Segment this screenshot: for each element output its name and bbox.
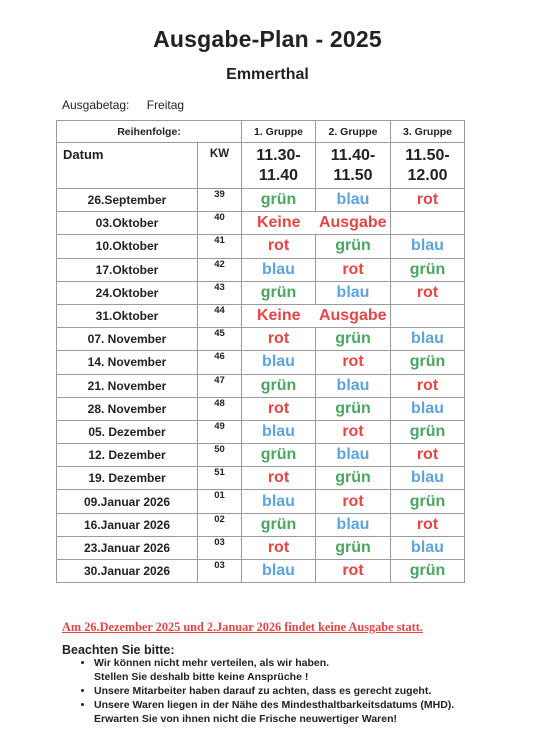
group-2-cell: rot bbox=[316, 351, 391, 374]
date-cell: 31.Oktober bbox=[57, 304, 198, 327]
kw-cell: 48 bbox=[198, 397, 242, 420]
kw-cell: 44 bbox=[198, 304, 242, 327]
table-row bbox=[57, 258, 465, 281]
time-slot-2 bbox=[316, 143, 391, 189]
table-row bbox=[57, 420, 465, 443]
date-cell: 12. Dezember bbox=[57, 444, 198, 467]
group-3-cell: rot bbox=[391, 189, 465, 212]
table-row bbox=[57, 536, 465, 559]
group-3-cell: grün bbox=[391, 560, 465, 583]
date-cell: 17.Oktober bbox=[57, 258, 198, 281]
group-3-header: 3. Gruppe bbox=[391, 121, 465, 143]
group-2-cell: grün bbox=[316, 467, 391, 490]
beachten-list bbox=[62, 656, 534, 726]
page-subtitle: Emmerthal bbox=[226, 66, 309, 83]
time-slot-1 bbox=[242, 143, 316, 189]
kw-cell: 46 bbox=[198, 351, 242, 374]
group-1-cell: rot bbox=[242, 536, 316, 559]
group-2-cell: rot bbox=[316, 490, 391, 513]
table-row bbox=[57, 328, 465, 351]
group-3-cell: blau bbox=[391, 536, 465, 559]
beachten-item-line: Stellen Sie deshalb bitte keine Ansprüche ! bbox=[94, 671, 309, 683]
kw-cell: 03 bbox=[198, 560, 242, 583]
table-row bbox=[57, 490, 465, 513]
group-2-cell: blau bbox=[316, 374, 391, 397]
group-2-cell: grün bbox=[316, 235, 391, 258]
beachten-item-line: Unsere Mitarbeiter haben darauf zu achten, dass es gerecht zugeht. bbox=[94, 685, 432, 697]
group-1-cell: rot bbox=[242, 235, 316, 258]
date-cell: 10.Oktober bbox=[57, 235, 198, 258]
group-3-cell: rot bbox=[391, 444, 465, 467]
kw-cell: 03 bbox=[198, 536, 242, 559]
holiday-notice: Am 26.Dezember 2025 und 2.Januar 2026 findet keine Ausgabe statt. bbox=[62, 620, 423, 634]
group-1-cell: grün bbox=[242, 189, 316, 212]
group-3-cell: rot bbox=[391, 374, 465, 397]
date-cell: 28. November bbox=[57, 397, 198, 420]
time-slot-3-end: 12.00 bbox=[407, 166, 448, 184]
kw-cell: 47 bbox=[198, 374, 242, 397]
group-1-cell: grün bbox=[242, 444, 316, 467]
ausgabetag-line bbox=[62, 98, 184, 112]
kw-cell: 02 bbox=[198, 513, 242, 536]
table-row bbox=[57, 444, 465, 467]
group-2-cell: rot bbox=[316, 420, 391, 443]
kw-cell: 41 bbox=[198, 235, 242, 258]
time-slot-2-start: 11.40- bbox=[330, 146, 376, 164]
group-2-cell: rot bbox=[316, 258, 391, 281]
beachten-item-line: Unsere Waren liegen in der Nähe des Mindesthaltbarkeitsdatums (MHD). bbox=[94, 699, 455, 711]
table-row bbox=[57, 513, 465, 536]
group-1-cell: rot bbox=[242, 467, 316, 490]
group-1-cell: grün bbox=[242, 374, 316, 397]
group-1-cell: blau bbox=[242, 351, 316, 374]
group-2-cell: Ausgabe bbox=[316, 212, 391, 235]
group-3-cell: grün bbox=[391, 258, 465, 281]
date-cell: 05. Dezember bbox=[57, 420, 198, 443]
time-slot-3-start: 11.50- bbox=[405, 146, 450, 164]
beachten-item-line: Wir können nicht mehr verteilen, als wir haben. bbox=[94, 657, 330, 669]
date-cell: 30.Januar 2026 bbox=[57, 560, 198, 583]
datum-header: Datum bbox=[57, 143, 198, 189]
group-3-cell: blau bbox=[391, 467, 465, 490]
date-cell: 23.Januar 2026 bbox=[57, 536, 198, 559]
group-2-cell: blau bbox=[316, 281, 391, 304]
group-1-cell: blau bbox=[242, 560, 316, 583]
table-row bbox=[57, 351, 465, 374]
beachten-item bbox=[94, 656, 534, 684]
table-row bbox=[57, 212, 465, 235]
table-row bbox=[57, 467, 465, 490]
kw-cell: 39 bbox=[198, 189, 242, 212]
schedule-table bbox=[56, 120, 465, 583]
kw-cell: 01 bbox=[198, 490, 242, 513]
beachten-item bbox=[94, 684, 534, 698]
kw-cell: 43 bbox=[198, 281, 242, 304]
date-cell: 09.Januar 2026 bbox=[57, 490, 198, 513]
group-1-cell: blau bbox=[242, 420, 316, 443]
table-row bbox=[57, 304, 465, 327]
time-slot-1-end: 11.40 bbox=[258, 166, 299, 184]
group-3-cell: grün bbox=[391, 420, 465, 443]
table-row bbox=[57, 189, 465, 212]
group-3-cell: rot bbox=[391, 513, 465, 536]
group-1-cell: Keine bbox=[242, 212, 316, 235]
group-2-cell: rot bbox=[316, 560, 391, 583]
kw-cell: 42 bbox=[198, 258, 242, 281]
group-2-cell: grün bbox=[316, 397, 391, 420]
group-1-cell: grün bbox=[242, 513, 316, 536]
group-1-cell: rot bbox=[242, 397, 316, 420]
group-2-cell: blau bbox=[316, 513, 391, 536]
ausgabetag-label: Ausgabetag: bbox=[62, 98, 130, 112]
date-cell: 24.Oktober bbox=[57, 281, 198, 304]
kw-cell: 50 bbox=[198, 444, 242, 467]
group-2-header: 2. Gruppe bbox=[316, 121, 391, 143]
group-header-row bbox=[57, 121, 465, 143]
table-row bbox=[57, 397, 465, 420]
group-2-cell: grün bbox=[316, 536, 391, 559]
table-row bbox=[57, 235, 465, 258]
date-cell: 19. Dezember bbox=[57, 467, 198, 490]
group-1-cell: Keine bbox=[242, 304, 316, 327]
group-3-cell: blau bbox=[391, 397, 465, 420]
date-cell: 21. November bbox=[57, 374, 198, 397]
kw-cell: 49 bbox=[198, 420, 242, 443]
kw-header: KW bbox=[198, 143, 242, 189]
group-1-cell: rot bbox=[242, 328, 316, 351]
beachten-item bbox=[94, 698, 534, 726]
ausgabetag-value: Freitag bbox=[146, 98, 185, 112]
kw-cell: 51 bbox=[198, 467, 242, 490]
kw-cell: 40 bbox=[198, 212, 242, 235]
group-2-cell: Ausgabe bbox=[316, 304, 391, 327]
group-3-cell bbox=[391, 304, 465, 327]
group-3-cell: blau bbox=[391, 235, 465, 258]
group-1-cell: blau bbox=[242, 258, 316, 281]
date-cell: 07. November bbox=[57, 328, 198, 351]
group-3-cell: grün bbox=[391, 351, 465, 374]
table-row bbox=[57, 374, 465, 397]
time-slot-1-start: 11.30- bbox=[256, 146, 301, 164]
date-cell: 03.Oktober bbox=[57, 212, 198, 235]
beachten-item-line: Erwarten Sie von ihnen nicht die Frische neuwertiger Waren! bbox=[94, 713, 398, 725]
page-title: Ausgabe-Plan - 2025 bbox=[153, 26, 382, 52]
beachten-heading: Beachten Sie bitte: bbox=[62, 643, 175, 657]
group-1-cell: blau bbox=[242, 490, 316, 513]
group-3-cell: rot bbox=[391, 281, 465, 304]
table-row bbox=[57, 281, 465, 304]
group-1-header: 1. Gruppe bbox=[242, 121, 316, 143]
date-cell: 26.September bbox=[57, 189, 198, 212]
schedule-body bbox=[57, 121, 465, 583]
group-3-cell: blau bbox=[391, 328, 465, 351]
time-slot-2-end: 11.50 bbox=[333, 166, 373, 184]
reihenfolge-label: Reihenfolge: bbox=[57, 121, 242, 143]
date-cell: 16.Januar 2026 bbox=[57, 513, 198, 536]
group-3-cell bbox=[391, 212, 465, 235]
kw-cell: 45 bbox=[198, 328, 242, 351]
date-cell: 14. November bbox=[57, 351, 198, 374]
group-1-cell: grün bbox=[242, 281, 316, 304]
time-header-row bbox=[57, 143, 465, 189]
time-slot-3 bbox=[391, 143, 465, 189]
table-row bbox=[57, 560, 465, 583]
group-2-cell: blau bbox=[316, 444, 391, 467]
group-2-cell: blau bbox=[316, 189, 391, 212]
group-3-cell: grün bbox=[391, 490, 465, 513]
group-2-cell: grün bbox=[316, 328, 391, 351]
